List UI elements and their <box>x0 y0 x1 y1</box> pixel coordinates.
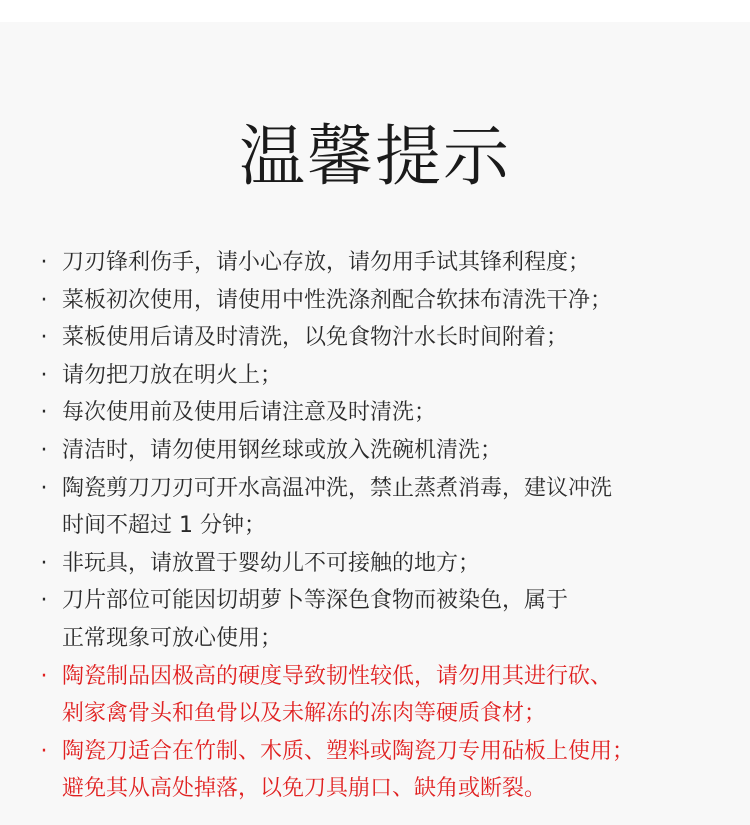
tip-text-line: 陶瓷刀适合在竹制、木质、塑料或陶瓷刀专用砧板上使用； <box>62 738 635 764</box>
tip-text-line: 陶瓷制品因极高的硬度导致韧性较低，请勿用其进行砍、 <box>62 663 613 689</box>
tips-card <box>0 22 750 825</box>
bullet-icon: · <box>40 738 48 764</box>
bullet-icon: · <box>40 287 48 313</box>
tip-item <box>34 545 724 583</box>
tip-item <box>34 319 724 357</box>
tip-item <box>34 244 724 282</box>
bullet-icon: · <box>40 437 48 463</box>
tip-text-line: 避免其从高处掉落，以免刀具崩口、缺角或断裂。 <box>62 776 547 802</box>
warning-tip-item <box>34 658 724 733</box>
bullet-icon: · <box>40 588 48 614</box>
tip-item <box>34 470 724 545</box>
page-title: 温馨提示 <box>239 118 511 195</box>
bullet-icon: · <box>40 663 48 689</box>
tip-item <box>34 432 724 470</box>
tip-text-line: 清洁时，请勿使用钢丝球或放入洗碗机清洗； <box>62 437 503 463</box>
bullet-icon: · <box>40 250 48 275</box>
tip-text-line: 每次使用前及使用后请注意及时清洗； <box>62 400 437 426</box>
tip-text-line: 请勿把刀放在明火上； <box>62 362 283 388</box>
tip-text-line: 非玩具，请放置于婴幼儿不可接触的地方； <box>62 550 481 576</box>
bullet-icon: · <box>40 400 48 426</box>
bullet-icon: · <box>40 325 48 351</box>
tip-text-line: 正常现象可放心使用； <box>62 625 283 651</box>
tip-item <box>34 357 724 395</box>
tip-text-line: 菜板初次使用，请使用中性洗涤剂配合软抹布清洗干净； <box>62 287 613 313</box>
tip-text-line: 陶瓷剪刀刀刃可开水高温冲洗，禁止蒸煮消毒，建议冲洗 <box>62 475 613 501</box>
bullet-icon: · <box>40 475 48 501</box>
warning-tip-item <box>34 733 724 808</box>
tip-text-line: 剁家禽骨头和鱼骨以及未解冻的冻肉等硬质食材； <box>62 701 547 727</box>
tip-item <box>34 282 724 320</box>
tip-text-line: 时间不超过 1 分钟； <box>62 513 266 539</box>
tip-text-line: 菜板使用后请及时清洗，以免食物汁水长时间附着； <box>62 325 569 351</box>
bullet-icon: · <box>40 550 48 576</box>
tips-list <box>34 244 724 808</box>
bullet-icon: · <box>40 362 48 388</box>
tip-text-line: 刀片部位可能因切胡萝卜等深色食物而被染色，属于 <box>62 588 569 614</box>
tip-text-line: 刀刃锋利伤手，请小心存放，请勿用手试其锋利程度； <box>62 250 591 275</box>
tip-item <box>34 582 724 657</box>
tip-item <box>34 394 724 432</box>
